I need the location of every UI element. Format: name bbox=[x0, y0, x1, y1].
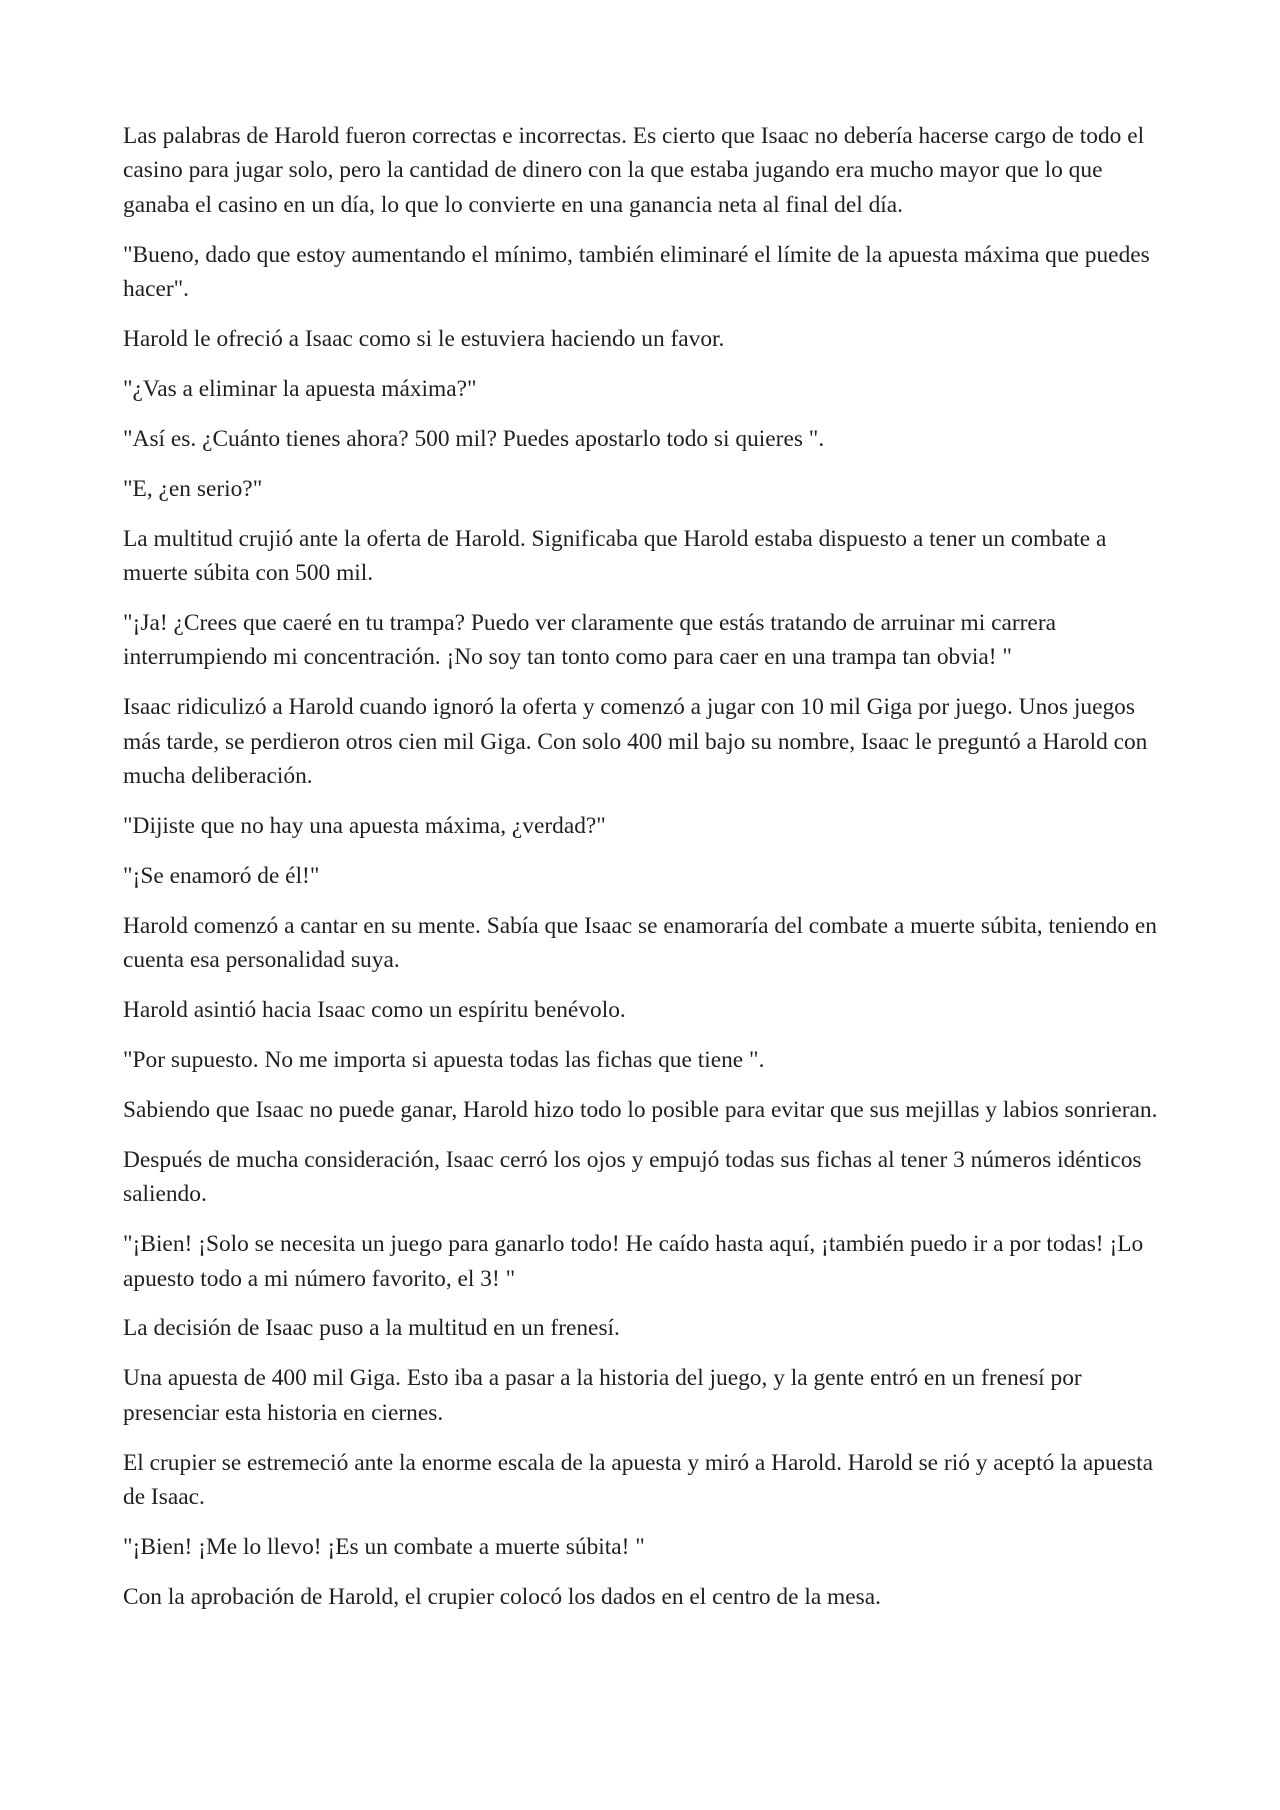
paragraph: "¡Bien! ¡Me lo llevo! ¡Es un combate a muerte súbita! " bbox=[123, 1534, 645, 1560]
paragraph: Harold asintió hacia Isaac como un espíritu benévolo. bbox=[123, 997, 626, 1024]
paragraph: Las palabras de Harold fueron correctas e incorrectas. Es cierto que Isaac no debería hacerse cargo de todo el casino para jugar solo, pero la cantidad de dinero con la que estaba jugando era mucho mayor que lo que ganaba el casino en un día, lo que lo convierte en una ganancia neta al final del día. bbox=[123, 123, 1145, 218]
paragraph: Con la aprobación de Harold, el crupier colocó los dados en el centro de la mesa. bbox=[123, 1583, 881, 1610]
paragraph: El crupier se estremeció ante la enorme escala de la apuesta y miró a Harold. Harold se rió y aceptó la apuesta de Isaac. bbox=[123, 1449, 1154, 1511]
paragraph: "¡Se enamoró de él!" bbox=[123, 862, 320, 889]
paragraph: Harold comenzó a cantar en su mente. Sabía que Isaac se enamoraría del combate a muerte súbita, teniendo en cuenta esa personalidad suya. bbox=[123, 912, 1157, 974]
paragraph: "¡Ja! ¿Crees que caeré en tu trampa? Puedo ver claramente que estás tratando de arruinar mi carrera interrumpiendo mi concentración. ¡No soy tan tonto como para caer en una trampa tan obvia! " bbox=[123, 609, 1056, 671]
paragraph: La decisión de Isaac puso a la multitud en un frenesí. bbox=[123, 1315, 620, 1342]
paragraph: Después de mucha consideración, Isaac cerró los ojos y empujó todas sus fichas al tener 3 números idénticos saliendo. bbox=[123, 1146, 1142, 1208]
paragraph: "Bueno, dado que estoy aumentando el mínimo, también eliminaré el límite de la apuesta máxima que puedes hacer". bbox=[123, 241, 1150, 303]
paragraph: "¡Bien! ¡Solo se necesita un juego para ganarlo todo! He caído hasta aquí, ¡también puedo ir a por todas! ¡Lo apuesto todo a mi número favorito, el 3! " bbox=[123, 1231, 1144, 1292]
paragraph: Harold le ofreció a Isaac como si le estuviera haciendo un favor. bbox=[123, 326, 725, 353]
paragraph: Sabiendo que Isaac no puede ganar, Harold hizo todo lo posible para evitar que sus mejillas y labios sonrieran. bbox=[123, 1096, 1158, 1123]
paragraph: "¿Vas a eliminar la apuesta máxima?" bbox=[123, 375, 477, 402]
paragraph: La multitud crujió ante la oferta de Harold. Significaba que Harold estaba dispuesto a tener un combate a muerte súbita con 500 mil. bbox=[123, 525, 1107, 587]
document-body bbox=[123, 119, 1168, 1630]
paragraph: "Por supuesto. No me importa si apuesta todas las fichas que tiene ". bbox=[123, 1047, 765, 1074]
paragraph: "Así es. ¿Cuánto tienes ahora? 500 mil? Puedes apostarlo todo si quieres ". bbox=[123, 425, 825, 452]
paragraph: "E, ¿en serio?" bbox=[123, 475, 263, 502]
paragraph: Isaac ridiculizó a Harold cuando ignoró la oferta y comenzó a jugar con 10 mil Giga por juego. Unos juegos más tarde, se perdieron otros cien mil Giga. Con solo 400 mil bajo su nombre, Isaac le preguntó a Harold con mucha deliberación. bbox=[123, 694, 1148, 790]
paragraph: "Dijiste que no hay una apuesta máxima, ¿verdad?" bbox=[123, 813, 606, 839]
paragraph: Una apuesta de 400 mil Giga. Esto iba a pasar a la historia del juego, y la gente entró en un frenesí por presenciar esta historia en ciernes. bbox=[123, 1365, 1082, 1426]
